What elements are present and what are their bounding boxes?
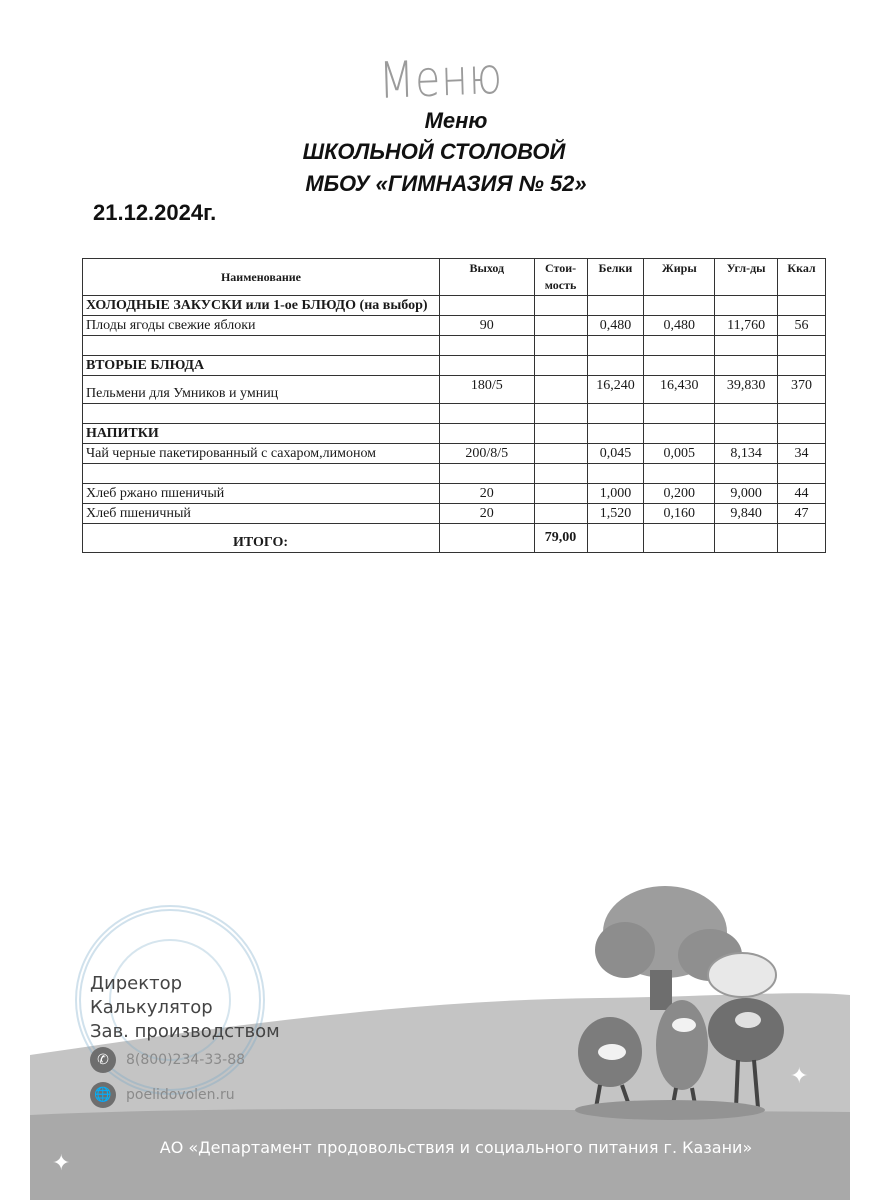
dish-carbs: 11,760 (715, 316, 778, 336)
dish-protein: 1,520 (587, 504, 644, 524)
section-drinks: НАПИТКИ (83, 424, 440, 444)
dish-carbs: 9,840 (715, 504, 778, 524)
globe-icon: 🌐 (90, 1082, 116, 1108)
dish-output: 180/5 (439, 376, 534, 404)
dish-cost (534, 444, 587, 464)
dish-protein: 0,480 (587, 316, 644, 336)
dish-fat: 0,200 (644, 484, 715, 504)
handwritten-note: Меню (378, 46, 504, 110)
empty-row (83, 464, 826, 484)
section-row (83, 424, 826, 444)
phone-contact (90, 1047, 245, 1073)
section-row (83, 296, 826, 316)
signer-calculator: Калькулятор (90, 997, 213, 1018)
dish-kcal: 47 (778, 504, 826, 524)
table-row (83, 376, 826, 404)
table-header-row (83, 259, 826, 296)
dish-carbs: 39,830 (715, 376, 778, 404)
header-protein: Белки (587, 259, 644, 296)
dish-kcal: 370 (778, 376, 826, 404)
sparkle-icon: ✦ (790, 1063, 809, 1088)
section-second: ВТОРЫЕ БЛЮДА (83, 356, 440, 376)
dish-fat: 0,005 (644, 444, 715, 464)
header-cost: Стои-мость (534, 259, 587, 296)
dish-carbs: 9,000 (715, 484, 778, 504)
dish-output: 20 (439, 504, 534, 524)
signers-list (90, 972, 280, 1044)
signer-director: Директор (90, 973, 183, 994)
company-name: АО «Департамент продовольствия и социального питания г. Казани» (159, 1138, 753, 1157)
empty-row (83, 404, 826, 424)
empty-row (83, 336, 826, 356)
web-contact[interactable] (90, 1082, 235, 1108)
signer-production-head: Зав. производством (90, 1021, 280, 1042)
header-fat: Жиры (644, 259, 715, 296)
menu-table (82, 258, 826, 553)
total-label: ИТОГО: (83, 524, 440, 553)
dish-name: Хлеб пшеничный (83, 504, 440, 524)
header-output: Выход (439, 259, 534, 296)
dish-fat: 0,480 (644, 316, 715, 336)
dish-output: 90 (439, 316, 534, 336)
school-title: МБОУ «ГИМНАЗИЯ № 52» (305, 171, 587, 196)
table-row (83, 484, 826, 504)
dish-carbs: 8,134 (715, 444, 778, 464)
dish-output: 200/8/5 (439, 444, 534, 464)
sparkle-icon: ✦ (52, 1150, 71, 1175)
phone-icon: ✆ (90, 1047, 116, 1073)
table-row (83, 316, 826, 336)
dish-kcal: 34 (778, 444, 826, 464)
dish-cost (534, 316, 587, 336)
dish-protein: 16,240 (587, 376, 644, 404)
menu-title: Меню (424, 108, 488, 133)
dish-output: 20 (439, 484, 534, 504)
dish-name: Чай черные пакетированный с сахаром,лимоном (83, 444, 440, 464)
section-row (83, 356, 826, 376)
dish-cost (534, 484, 587, 504)
dish-name: Хлеб ржано пшеничый (83, 484, 440, 504)
table-row (83, 504, 826, 524)
total-row (83, 524, 826, 553)
header-kcal: Ккал (778, 259, 826, 296)
section-cold: ХОЛОДНЫЕ ЗАКУСКИ или 1-ое БЛЮДО (на выбор) (83, 296, 440, 316)
header-name: Наименование (83, 259, 440, 296)
dish-protein: 0,045 (587, 444, 644, 464)
dish-kcal: 56 (778, 316, 826, 336)
menu-date: 21.12.2024г. (93, 200, 217, 225)
website-link[interactable]: poelidovolen.ru (126, 1087, 235, 1103)
dish-fat: 0,160 (644, 504, 715, 524)
phone-number: 8(800)234-33-88 (126, 1052, 246, 1068)
dish-protein: 1,000 (587, 484, 644, 504)
dish-name: Плоды ягоды свежие яблоки (83, 316, 440, 336)
dish-cost (534, 504, 587, 524)
canteen-title: ШКОЛЬНОЙ СТОЛОВОЙ (302, 139, 566, 164)
table-row (83, 444, 826, 464)
dish-name: Пельмени для Умников и умниц (83, 376, 440, 404)
dish-fat: 16,430 (644, 376, 715, 404)
dish-kcal: 44 (778, 484, 826, 504)
total-cost: 79,00 (534, 524, 587, 553)
dish-cost (534, 376, 587, 404)
header-carbs: Угл-ды (715, 259, 778, 296)
